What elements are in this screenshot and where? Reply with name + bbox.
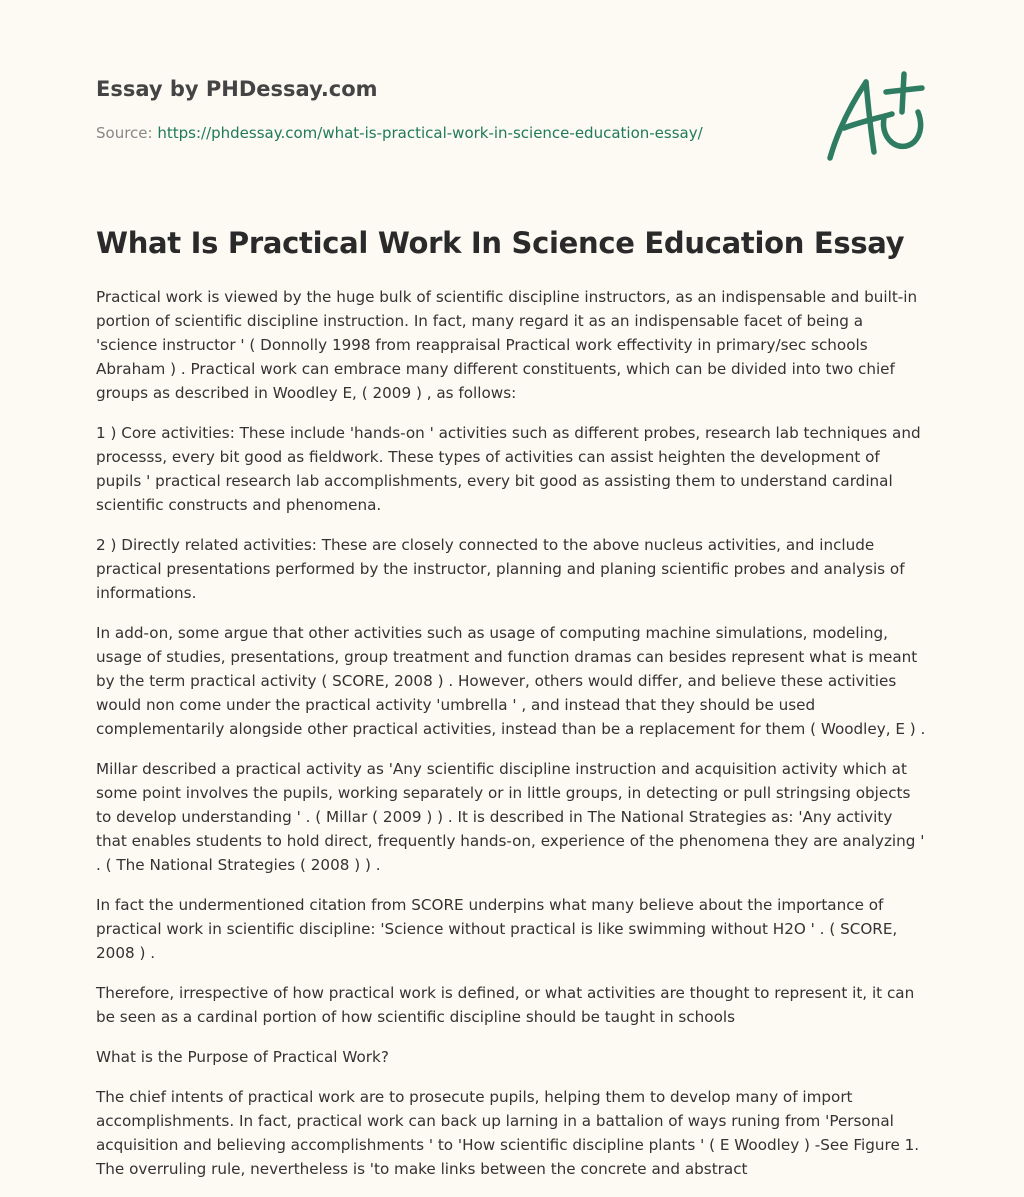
page-title: What Is Practical Work In Science Education Essay bbox=[96, 226, 905, 260]
source-link[interactable]: https://phdessay.com/what-is-practical-work-in-science-education-essay/ bbox=[157, 124, 703, 142]
a-plus-logo-icon bbox=[822, 68, 926, 164]
section-heading: What is the Purpose of Practical Work? bbox=[96, 1048, 389, 1066]
source-line bbox=[96, 124, 703, 142]
site-brand: Essay by PHDessay.com bbox=[96, 77, 378, 101]
paragraph: 2 ) Directly related activities: These are closely connected to the above nucleus activities, and include practical presentations performed by the instructor, planning and planing scientific probes and analysis of informations. bbox=[96, 536, 905, 602]
paragraph: 1 ) Core activities: These include 'hands-on ' activities such as different probes, research lab techniques and processs, every bit good as fieldwork. These types of activities can assist heighten the development of pupils ' practical research lab accomplishments, every bit good as assisting them to understand cardinal scientific constructs and phenomena. bbox=[96, 424, 921, 514]
paragraph: In add-on, some argue that other activities such as usage of computing machine simulations, modeling, usage of studies, presentations, group treatment and function dramas can besides represent what is meant by the term practical activity ( SCORE, 2008 ) . However, others would differ, and believe these activities would non come under the practical activity 'umbrella ' , and instead that they should be used complementarily alongside other practical activities, instead than be a replacement for them ( Woodley, E ) . bbox=[96, 624, 926, 738]
paragraph: The chief intents of practical work are to prosecute pupils, helping them to develop many of import accomplishments. In fact, practical work can back up larning in a battalion of ways runing from 'Personal acquisition and believing accomplishments ' to 'How scientific discipline plants ' ( E Woodley ) -See Figure 1. The overruling rule, nevertheless is 'to make links between the concrete and abstract bbox=[96, 1088, 920, 1178]
paragraph: In fact the undermentioned citation from SCORE underpins what many believe about the importance of practical work in scientific discipline: 'Science without practical is like swimming without H2O ' . ( SCORE, 2008 ) . bbox=[96, 896, 898, 962]
paragraph: Practical work is viewed by the huge bulk of scientific discipline instructors, as an indispensable and built-in portion of scientific discipline instruction. In fact, many regard it as an indispensable facet of being a 'science instructor ' ( Donnolly 1998 from reappraisal Practical work effectivity in primary/sec schools Abraham ) . Practical work can embrace many different constituents, which can be divided into two chief groups as described in Woodley E, ( 2009 ) , as follows: bbox=[96, 288, 918, 402]
source-label: Source: bbox=[96, 124, 153, 142]
paragraph: Therefore, irrespective of how practical work is defined, or what activities are thought to represent it, it can be seen as a cardinal portion of how scientific discipline should be taught in schools bbox=[96, 984, 915, 1026]
paragraph: Millar described a practical activity as 'Any scientific discipline instruction and acquisition activity which at some point involves the pupils, working separately or in little groups, in detecting or pull stringsing objects to develop understanding ' . ( Millar ( 2009 ) ) . It is described in The National Strategies as: 'Any activity that enables students to hold direct, frequently hands-on, experience of the phenomena they are analyzing ' . ( The National Strategies ( 2008 ) ) . bbox=[96, 760, 925, 874]
essay-body bbox=[96, 285, 926, 1197]
